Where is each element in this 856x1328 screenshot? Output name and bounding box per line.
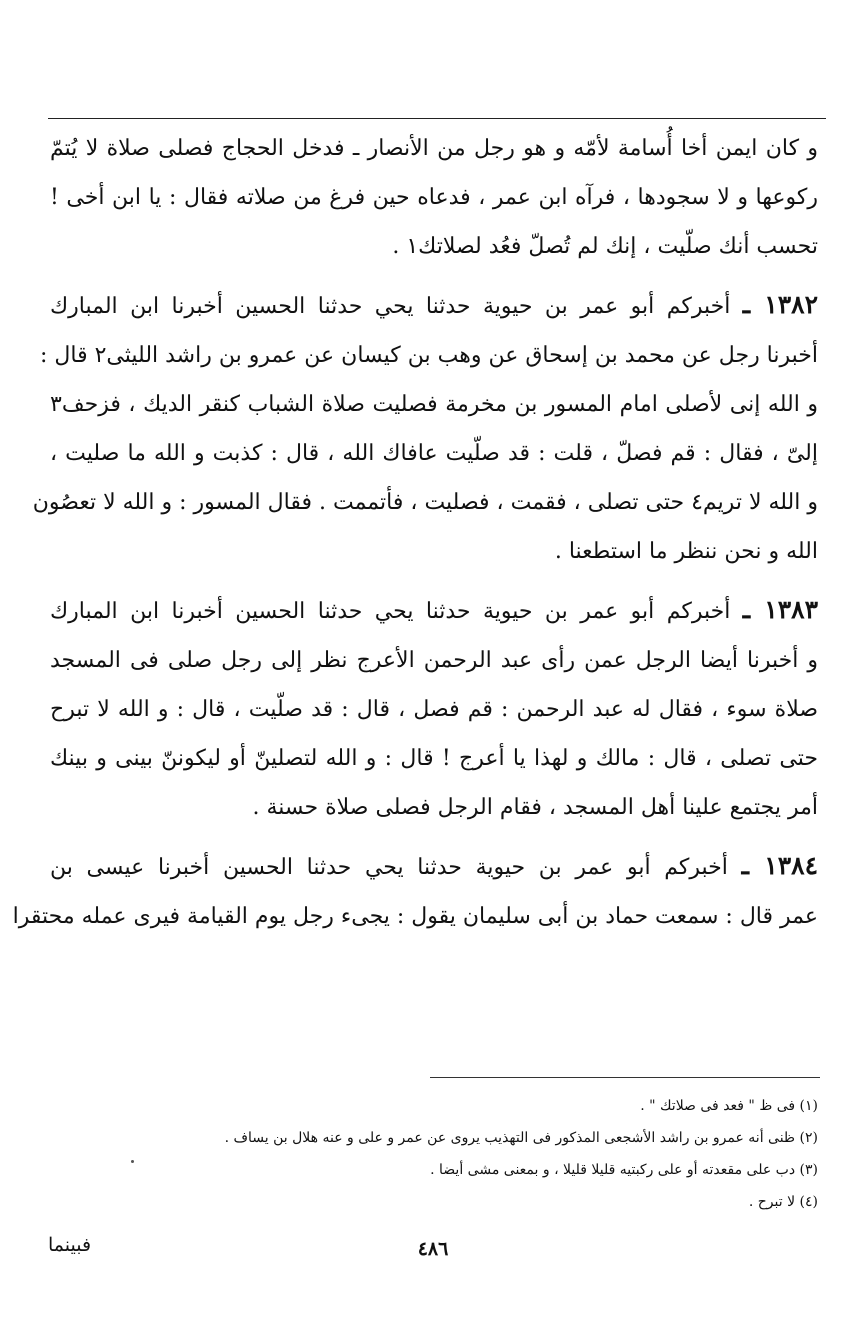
text-line-content: أخبركم أبو عمر بن حيوية حدثنا يحي حدثنا الحسين أخبرنا عيسى بن	[50, 855, 728, 880]
text-line-content: أخبركم أبو عمر بن حيوية حدثنا يحي حدثنا الحسين أخبرنا ابن المبارك	[50, 599, 731, 624]
hadith-1384	[12, 841, 818, 941]
footnote-2: (٢) ظنى أنه عمرو بن راشد الأشجعى المذكور فى التهذيب يروى عن عمر و على و عنه هلال بن يساف .	[224, 1130, 818, 1146]
text-line	[50, 280, 818, 331]
hadith-1382	[32, 280, 818, 576]
text-line: حتى تصلى ، قال : مالك و لهذا يا أعرج ! قال : و الله لتصلينّ أو ليكوننّ بينى و بينك	[50, 746, 818, 771]
text-line: الله و نحن ننظر ما استطعنا .	[554, 539, 818, 564]
text-line: و أخبرنا أيضا الرجل عمن رأى عبد الرحمن الأعرج نظر إلى رجل صلى فى المسجد	[50, 648, 818, 673]
hadith-1383	[50, 585, 818, 832]
text-line	[50, 841, 818, 892]
text-line: أخبرنا رجل عن محمد بن إسحاق عن وهب بن كيسان عن عمرو بن راشد الليثى٢ قال :	[39, 343, 818, 368]
scan-speck	[131, 1160, 134, 1163]
hadith-number: ١٣٨٣ ـ	[742, 595, 818, 624]
footnote-rule	[430, 1077, 820, 1078]
footnotes	[90, 1090, 818, 1218]
text-line: و الله إنى لأصلى امام المسور بن مخرمة فصليت صلاة الشباب كنقر الديك ، فزحف٣	[50, 392, 818, 417]
text-line: أمر يجتمع علينا أهل المسجد ، فقام الرجل فصلى صلاة حسنة .	[252, 795, 818, 820]
text-line: عمر قال : سمعت حماد بن أبى سليمان يقول : يجىء رجل يوم القيامة فيرى عمله محتقرا	[12, 904, 818, 929]
paragraph-continuation	[50, 124, 818, 271]
hadith-number: ١٣٨٢ ـ	[742, 290, 818, 319]
text-line	[50, 585, 818, 636]
text-line: ركوعها و لا سجودها ، فرآه ابن عمر ، فدعاه حين فرغ من صلاته فقال : يا ابن أخى !	[50, 185, 818, 210]
text-line: إلىّ ، فقال : قم فصلّ ، قلت : قد صلّيت عافاك الله ، قال : كذبت و الله ما صليت ،	[50, 441, 818, 466]
text-line-content: أخبركم أبو عمر بن حيوية حدثنا يحي حدثنا الحسين أخبرنا ابن المبارك	[50, 294, 731, 319]
text-line: صلاة سوء ، فقال له عبد الرحمن : قم فصل ، قال : قد صلّيت ، قال : و الله لا تبرح	[50, 697, 818, 722]
page-number: ٤٨٦	[417, 1238, 449, 1260]
catchword: فبينما	[48, 1234, 92, 1256]
footnote-3: (٣) دب على مقعدته أو على ركبتيه قليلا قليلا ، و بمعنى مشى أيضا .	[430, 1162, 818, 1178]
header-rule	[48, 118, 826, 119]
text-line: و الله لا تريم٤ حتى تصلى ، فقمت ، فصليت ، فأتممت . فقال المسور : و الله لا تعصُون	[32, 490, 818, 515]
footnote-1: (١) فى ظ " فعد فى صلاتك " .	[640, 1098, 818, 1114]
hadith-number: ١٣٨٤ ـ	[741, 851, 818, 880]
text-line: تحسب أنك صلّيت ، إنك لم تُصلّ فعُد لصلاتك١ .	[392, 234, 818, 259]
main-text	[12, 124, 818, 950]
text-line: و كان ايمن أخا أُسامة لأمّه و هو رجل من الأنصار ـ فدخل الحجاج فصلى صلاة لا يُتمّ	[50, 136, 818, 161]
footnote-4: (٤) لا تبرح .	[748, 1194, 818, 1210]
